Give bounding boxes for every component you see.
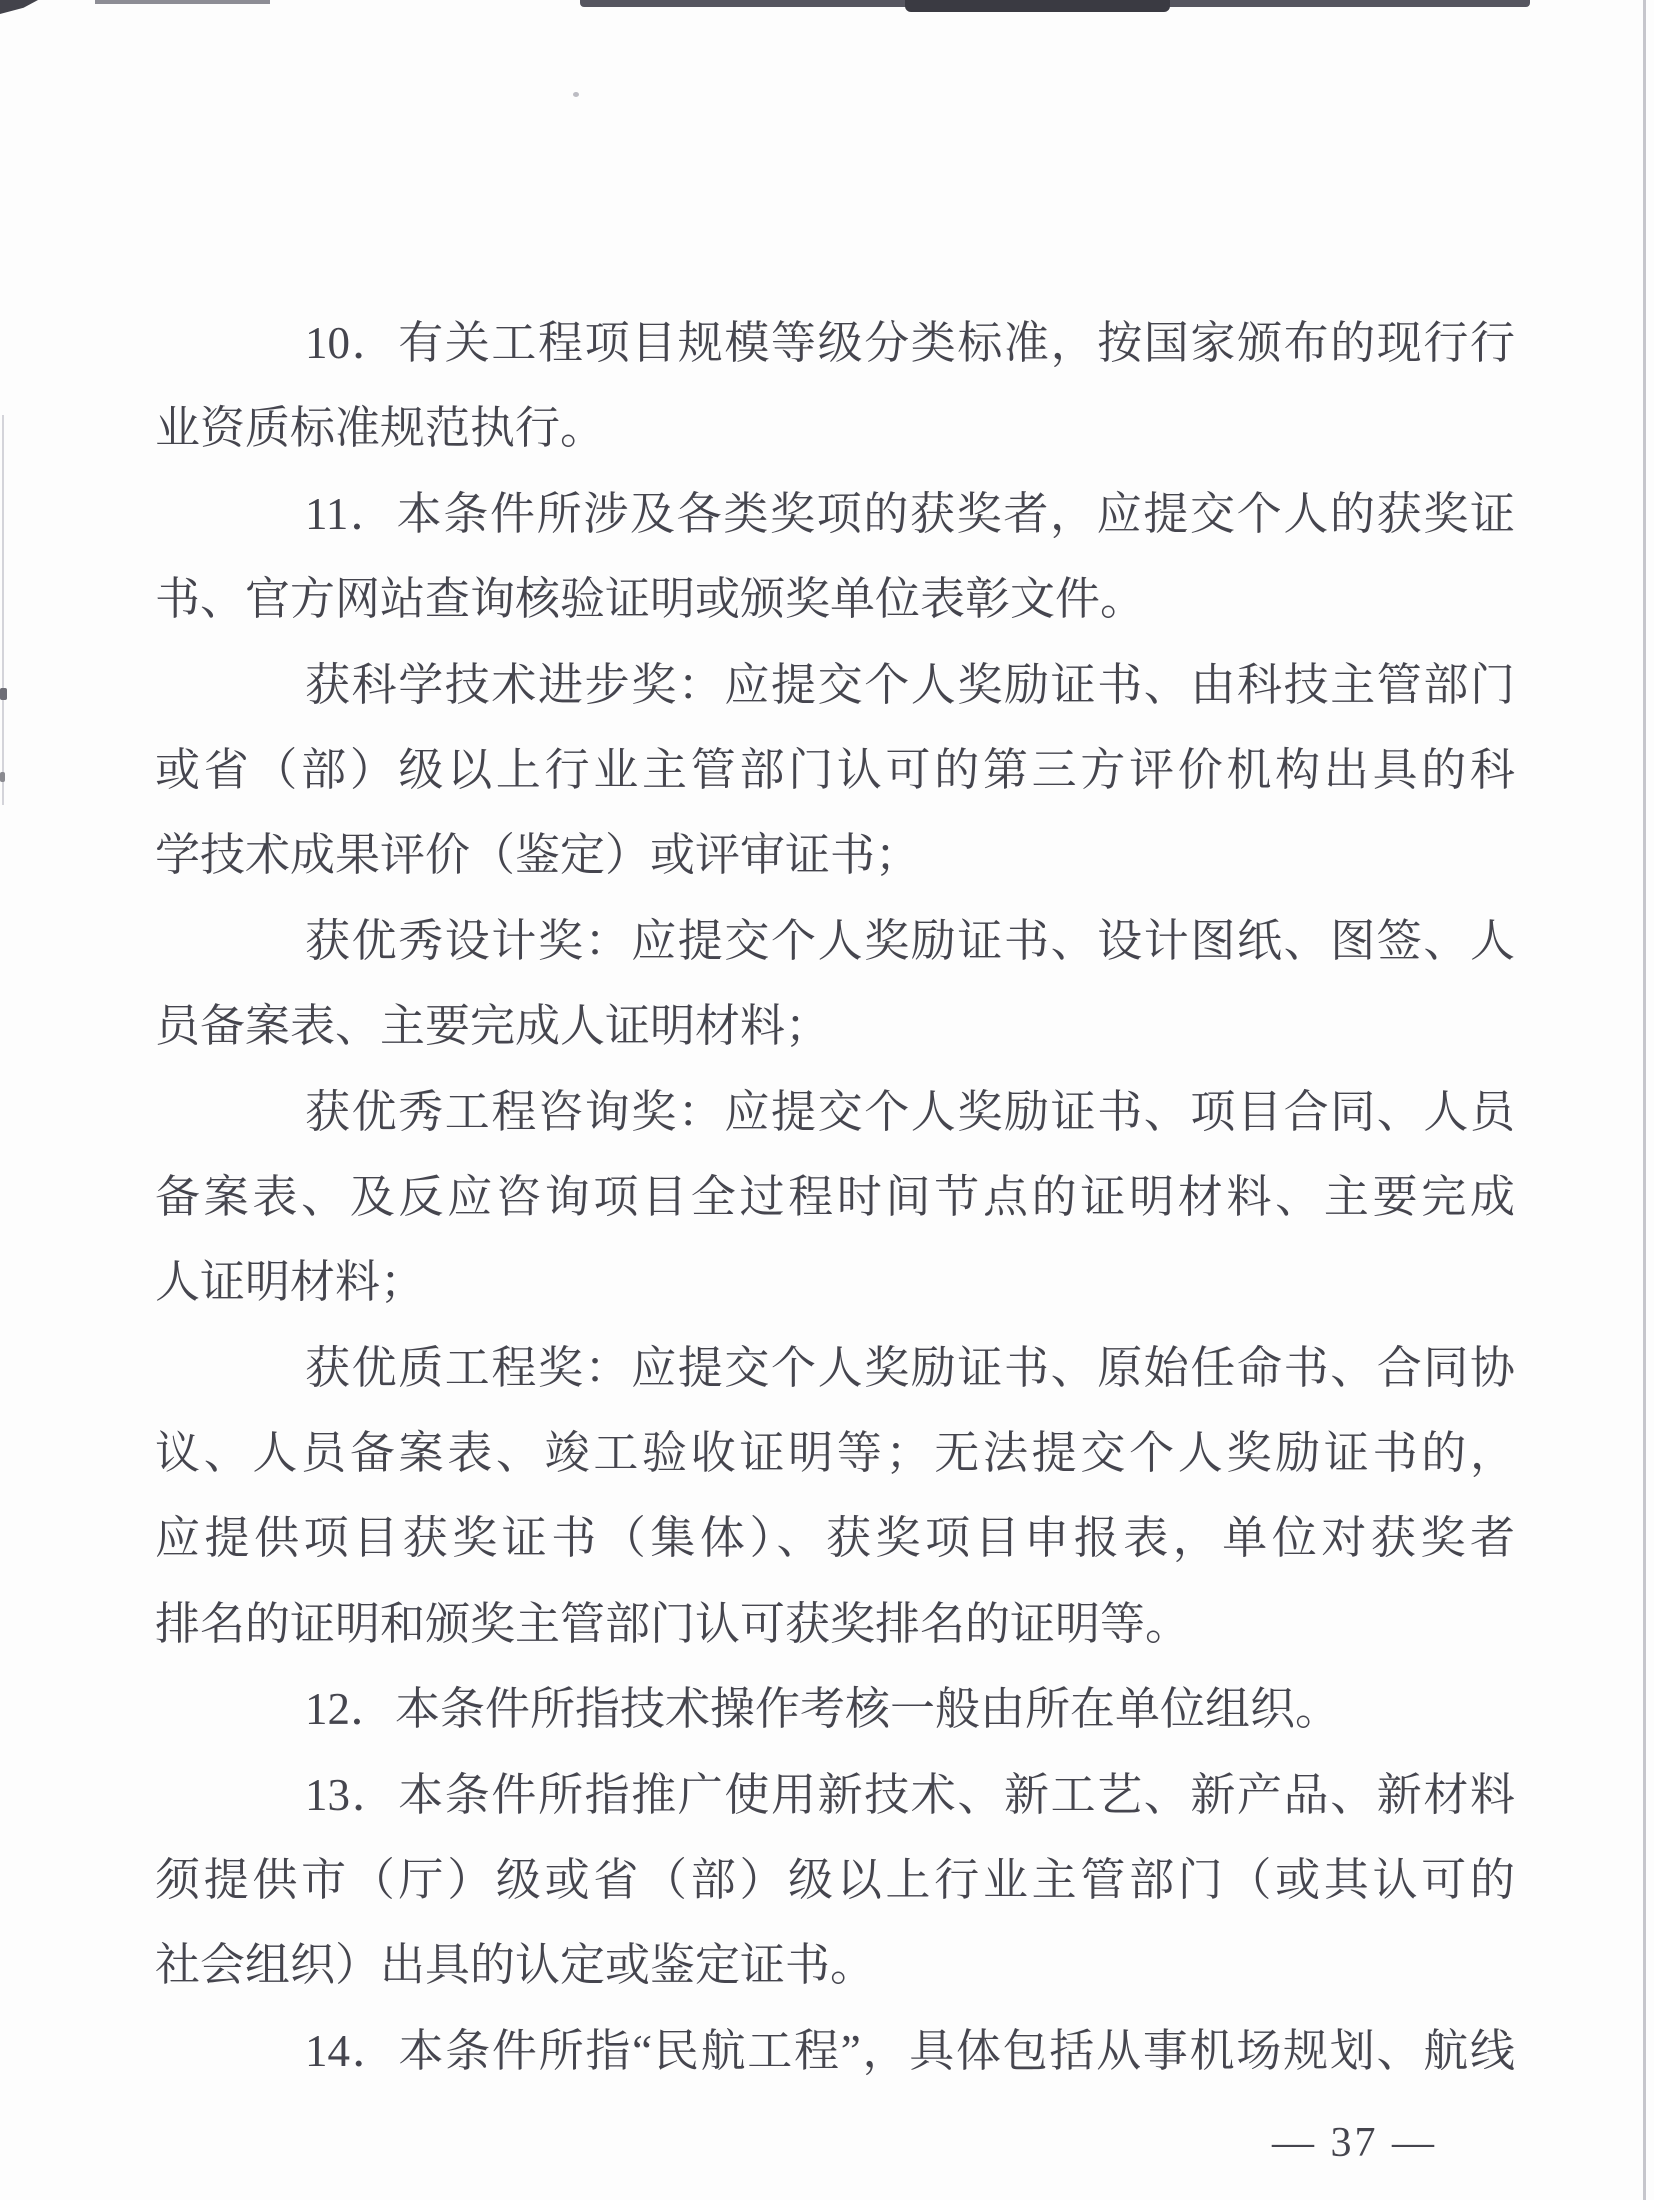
text-line: 13．本条件所指推广使用新技术、新工艺、新产品、新材料 xyxy=(305,1769,1515,1820)
scan-artifact-left-mark-upper xyxy=(0,688,7,700)
text-line: 书、官方网站查询核验证明或颁奖单位表彰文件。 xyxy=(155,574,1146,625)
scan-artifact-top-streak-dark xyxy=(905,0,1170,12)
text-line: 获优秀工程咨询奖：应提交个人奖励证书、项目合同、人员 xyxy=(305,1086,1515,1137)
text-line: 业资质标准规范执行。 xyxy=(155,403,606,454)
text-line: 或省（部）级以上行业主管部门认可的第三方评价机构出具的科 xyxy=(155,744,1515,795)
text-line: 备案表、及反应咨询项目全过程时间节点的证明材料、主要完成 xyxy=(155,1171,1515,1222)
text-line: 10．有关工程项目规模等级分类标准，按国家颁布的现行行 xyxy=(305,318,1515,368)
scan-artifact-speck xyxy=(573,92,579,97)
text-line: 学技术成果评价（鉴定）或评审证书； xyxy=(155,830,921,881)
scan-artifact-top-left-blob xyxy=(0,0,38,14)
scan-border-right-line xyxy=(1643,0,1646,2200)
text-line: 应提供项目获奖证书（集体）、获奖项目申报表，单位对获奖者 xyxy=(155,1513,1515,1564)
text-line: 排名的证明和颁奖主管部门认可获奖排名的证明等。 xyxy=(155,1598,1191,1649)
text-line: 须提供市（厅）级或省（部）级以上行业主管部门（或其认可的 xyxy=(155,1855,1515,1906)
text-line: 人证明材料； xyxy=(155,1257,426,1308)
text-line: 获科学技术进步奖：应提交个人奖励证书、由科技主管部门 xyxy=(305,659,1515,710)
text-line: 14．本条件所指“民航工程”，具体包括从事机场规划、航线 xyxy=(305,2025,1515,2076)
document-text-block xyxy=(155,301,1515,2094)
scan-artifact-top-streak-left xyxy=(95,0,270,4)
page-number: — 37 — xyxy=(1272,2120,1437,2166)
scan-artifact-left-edge-line xyxy=(2,415,4,805)
text-line: 获优秀设计奖：应提交个人奖励证书、设计图纸、图签、人 xyxy=(305,915,1515,966)
text-line: 员备案表、主要完成人证明材料； xyxy=(155,1001,831,1052)
text-line: 议、人员备案表、竣工验收证明等；无法提交个人奖励证书的， xyxy=(155,1428,1515,1479)
scan-artifact-left-mark-lower xyxy=(0,772,5,782)
text-line: 社会组织）出具的认定或鉴定证书。 xyxy=(155,1940,876,1991)
text-line: 12．本条件所指技术操作考核一般由所在单位组织。 xyxy=(305,1684,1341,1735)
text-line: 获优质工程奖：应提交个人奖励证书、原始任命书、合同协 xyxy=(305,1342,1515,1393)
text-line: 11．本条件所涉及各类奖项的获奖者，应提交个人的获奖证 xyxy=(305,488,1515,539)
